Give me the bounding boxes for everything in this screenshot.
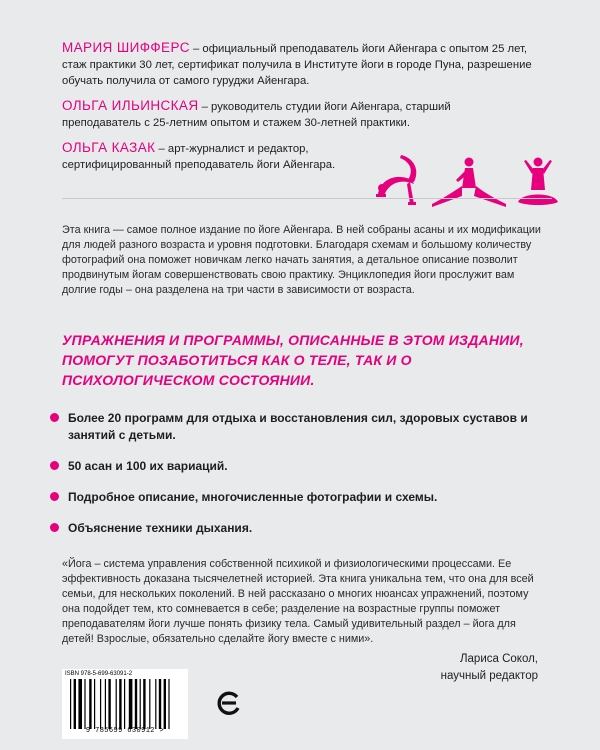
barcode-bar bbox=[135, 679, 137, 729]
author-bio: – официальный преподаватель йоги Айенгара с опытом 25 лет, стаж практики 30 лет, сертификат получила в Институте йоги в городе Пуна, разрешение обучать получила от самого гуруджи Айенгара. bbox=[62, 43, 532, 87]
barcode-bar bbox=[116, 679, 117, 729]
barcode-bar bbox=[143, 679, 145, 729]
barcode-bar bbox=[105, 679, 106, 729]
barcode-digits: 9 785699 630912 > bbox=[85, 727, 165, 735]
isbn-text: ISBN 978-5-699-63091-2 bbox=[65, 671, 133, 677]
author-name: МАРИЯ ШИФФЕРС bbox=[62, 40, 190, 55]
barcode-bar bbox=[78, 679, 82, 729]
author-name: ОЛЬГА КАЗАК bbox=[62, 140, 156, 155]
yoga-figures-icon bbox=[370, 150, 560, 210]
barcode-bar bbox=[94, 679, 95, 729]
barcode-bar bbox=[155, 679, 156, 729]
list-item bbox=[50, 458, 540, 475]
list-item-text: 50 асан и 100 их вариаций. bbox=[68, 459, 228, 473]
signature-role: научный редактор bbox=[440, 670, 538, 682]
feature-list bbox=[50, 410, 540, 551]
author-name: ОЛЬГА ИЛЬИНСКАЯ bbox=[62, 98, 199, 113]
author-kazak bbox=[62, 140, 362, 173]
intro-paragraph: Эта книга — самое полное издание по йоге Айенгара. В ней собраны асаны и их модификации для людей разного возраста и уровня подготовки. Благодаря схемам и большому количеству фотографий она поможет новичкам легко начать занятия, а детальное описание позволит продвинутым йогам совершенствовать свою практику. Энциклопедия йоги прослужит вам долгие годы – она разделена на три части в зависимости от возраста. bbox=[62, 224, 541, 296]
barcode-bar bbox=[159, 679, 161, 729]
author-bio: – арт-журналист и редактор, сертифицированный преподаватель йоги Айенгара. bbox=[62, 143, 336, 171]
list-item-text: Более 20 программ для отдыха и восстановления сил, здоровых суставов и занятий с детьми. bbox=[68, 411, 528, 442]
bullet-dot-icon bbox=[50, 413, 59, 422]
barcode-bar bbox=[168, 679, 169, 729]
barcode-bar bbox=[84, 679, 85, 729]
author-ilinskaya bbox=[62, 98, 532, 131]
barcode-bar bbox=[100, 679, 101, 729]
barcode-bar bbox=[140, 679, 141, 729]
barcode-bar bbox=[149, 679, 150, 729]
tagline: УПРАЖНЕНИЯ И ПРОГРАММЫ, ОПИСАННЫЕ В ЭТОМ ИЗДАНИИ, ПОМОГУТ ПОЗАБОТИТЬСЯ КАК О ТЕЛЕ, ТАК И О ПСИХОЛОГИЧЕСКОМ СОСТОЯНИИ. bbox=[62, 332, 524, 388]
list-item bbox=[50, 410, 540, 444]
list-item-text: Объяснение техники дыхания. bbox=[68, 521, 253, 535]
quote-signature bbox=[441, 651, 538, 685]
bullet-dot-icon bbox=[50, 523, 59, 532]
barcode-bar bbox=[124, 679, 125, 729]
list-item-text: Подробное описание, многочисленные фотографии и схемы. bbox=[68, 490, 438, 504]
barcode-bar bbox=[119, 679, 121, 729]
author-bio: – руководитель студии йоги Айенгара, старший преподаватель с 25-летним опытом и стажем 30-летней практики. bbox=[62, 101, 451, 129]
bullet-dot-icon bbox=[50, 461, 59, 470]
review-quote: «Йога – система управления собственной психикой и физиологическими процессами. Ее эффективность доказана тысячелетней историей. Эта книга уникальна тем, что она для всей семьи, для нескольких поколений. В ней рассказано о многих нюансах упражнений, поэтому она подойдет тем, кто сомневается в себе; разделение на возрастные группы поможет преподавателям йоги лучше понять физику тела. Самый удивительный раздел – йога для детей! Взрослые, обязательно сделайте йогу вместе с ними». bbox=[62, 558, 534, 645]
publisher-logo-icon bbox=[216, 690, 242, 716]
barcode-bar bbox=[89, 679, 91, 729]
stretch-figure-icon bbox=[432, 158, 506, 208]
barcode-icon bbox=[68, 679, 182, 729]
barcode-bar bbox=[74, 679, 76, 729]
divider bbox=[62, 198, 552, 199]
barcode-bar bbox=[164, 679, 166, 729]
barcode-bar bbox=[70, 679, 71, 729]
barcode-bar bbox=[129, 679, 133, 729]
bullet-dot-icon bbox=[50, 492, 59, 501]
list-item bbox=[50, 520, 540, 537]
list-item bbox=[50, 489, 540, 506]
barcode-bar bbox=[108, 679, 110, 729]
isbn-barcode-block bbox=[62, 669, 188, 739]
signature-name: Лариса Сокол, bbox=[459, 653, 538, 665]
author-shiffers bbox=[62, 40, 532, 89]
